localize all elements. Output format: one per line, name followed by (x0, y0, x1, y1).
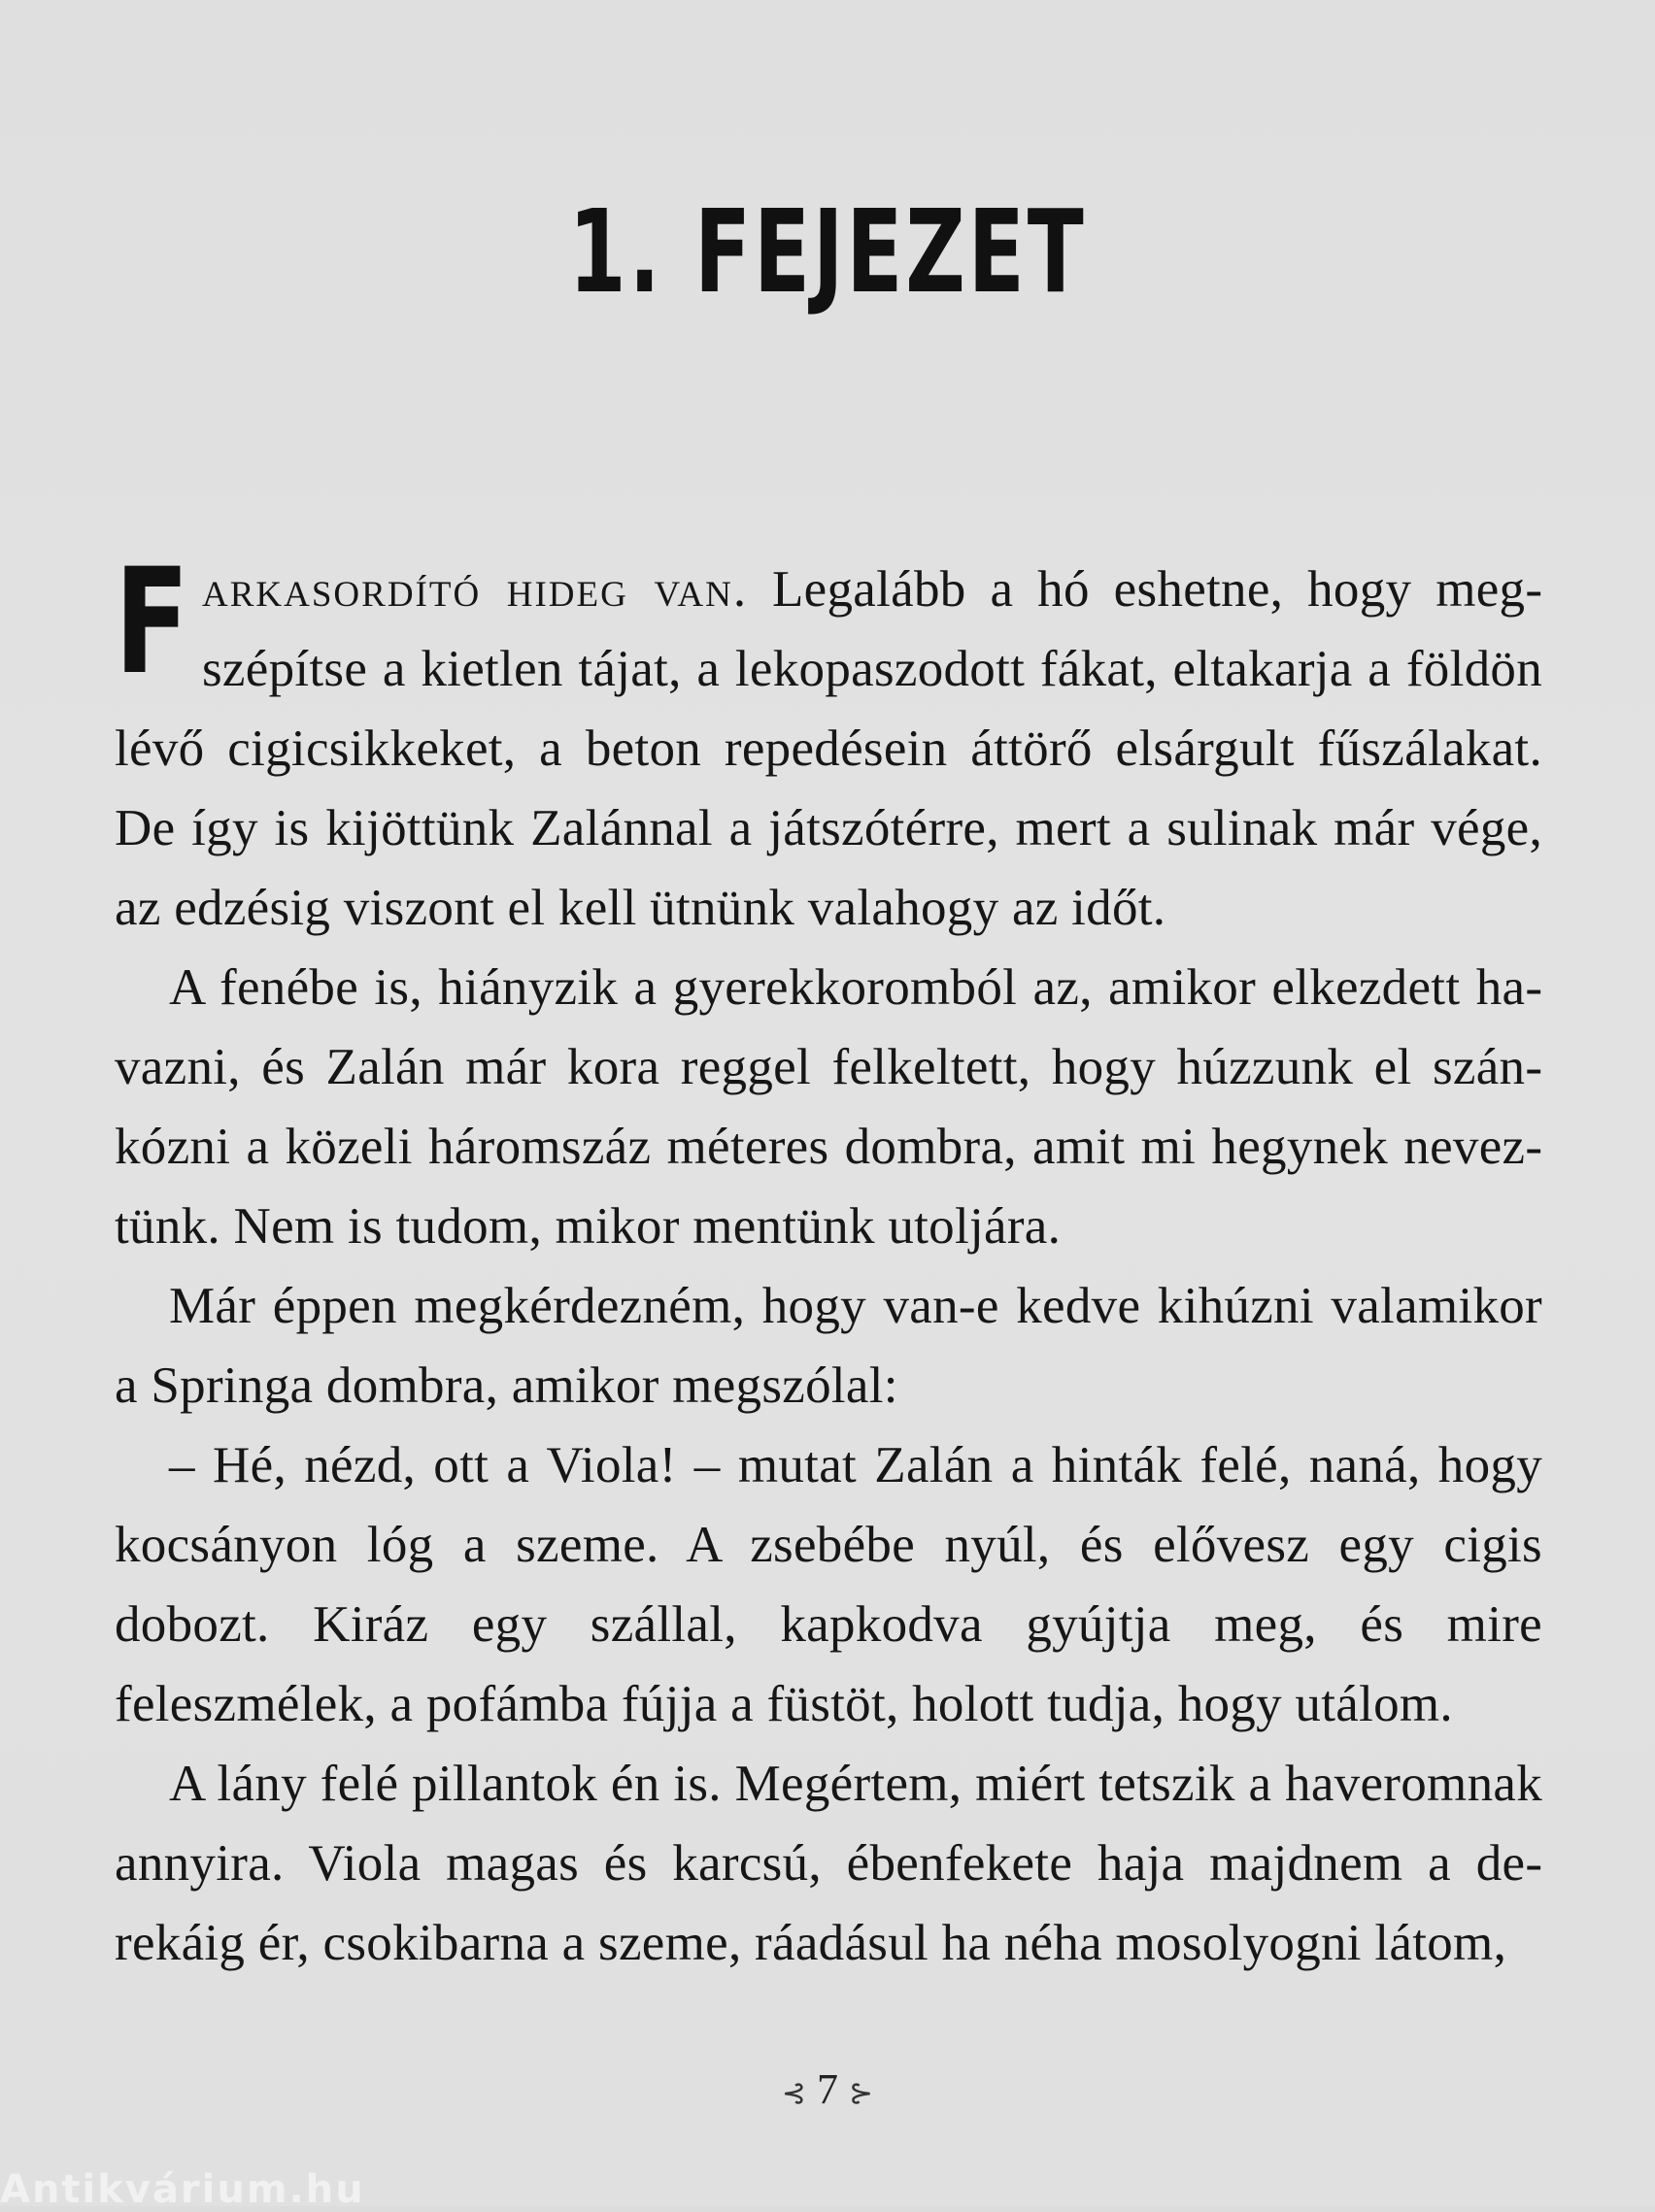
chapter-title: 1. FEJEZET (568, 184, 1087, 318)
page-number (0, 2064, 1655, 2114)
paragraph-3: Már éppen megkérdezném, hogy van-e kedve kihúzni valamikor a Springa dombra, amikor megszólal: (115, 1278, 1542, 1414)
drop-cap: F (115, 538, 190, 707)
watermark: Antikvárium.hu (0, 2167, 365, 2212)
opening-smallcaps: arkasordító hideg van. (202, 561, 749, 618)
paragraph-4: – Hé, nézd, ott a Viola! – mutat Zalán a hinták felé, naná, hogy kocsányon lóg a szeme. A zsebébe nyúl, és elővesz egy cigis dobozt. Kiráz egy szállal, kapkodva gyújtja meg, és mire feleszmélek, a pofámba fújja a füstöt, holott tudja, hogy utálom. (115, 1437, 1542, 1732)
paragraph-1-text: Legalább a hó eshetne, hogy megszépítse a kietlen tájat, a lekopaszodott fákat, eltakarja a földön lévő cigicsikkeket, a beton repedésein áttörő elsárgult fűszálakat. De így is kijöttünk Zalánnal a játszótérre, mert a sulinak már vége, az edzésig viszont el kell ütnünk valahogy az időt. (115, 561, 1543, 936)
ornament-left-icon: ⊰ (781, 2077, 806, 2110)
ornament-right-icon: ⊱ (849, 2077, 874, 2110)
paragraph-2: A fenébe is, hiányzik a gyerekkoromból az, amikor elkezdett havazni, és Zalán már kora reggel felkeltett, hogy húzzunk el szánkózni a közeli háromszáz méteres dombra, amit mi hegynek neveztünk. Nem is tudom, mikor mentünk utoljára. (115, 959, 1542, 1255)
paragraph-1 (115, 538, 1543, 948)
page-number-value: 7 (817, 2065, 838, 2113)
body-text (115, 538, 1543, 1983)
paragraph-5: A lány felé pillantok én is. Megértem, miért tetszik a haveromnak annyira. Viola magas és karcsú, ébenfekete haja majdnem a derekáig ér, csokibarna a szeme, ráadásul ha néha mosolyogni látom, (115, 1756, 1542, 1971)
